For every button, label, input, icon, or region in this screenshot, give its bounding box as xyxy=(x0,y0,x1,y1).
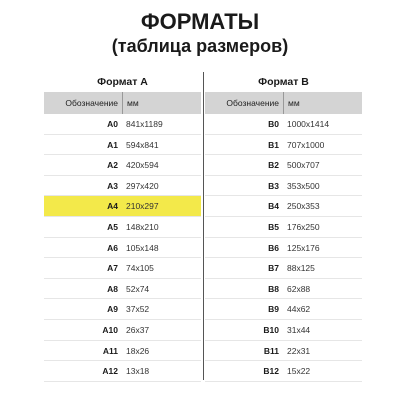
format-designation: B8 xyxy=(268,283,279,294)
format-a-table xyxy=(44,72,201,382)
format-designation: B11 xyxy=(263,345,279,356)
format-designation: A0 xyxy=(107,119,118,129)
format-size-mm: 31x44 xyxy=(287,324,311,335)
table-row xyxy=(44,114,201,135)
format-designation: A10 xyxy=(102,324,118,335)
format-size-mm: 13x18 xyxy=(126,366,150,377)
format-designation: B1 xyxy=(268,139,279,150)
format-tables xyxy=(44,72,359,382)
table-row xyxy=(44,341,201,362)
table-row xyxy=(44,258,201,279)
format-designation: B12 xyxy=(263,366,279,377)
format-size-mm: 62x88 xyxy=(287,283,311,294)
format-designation: A1 xyxy=(107,139,118,150)
table-row xyxy=(205,320,362,341)
format-b-header-row xyxy=(205,92,362,114)
table-row xyxy=(205,135,362,156)
format-size-mm: 18x26 xyxy=(126,345,150,356)
format-designation: A5 xyxy=(107,221,118,232)
table-row xyxy=(44,361,201,382)
column-header-designation: Обозначение xyxy=(65,98,118,108)
format-size-mm: 105x148 xyxy=(126,242,159,253)
format-designation: B10 xyxy=(263,324,279,335)
column-header-mm: мм xyxy=(122,92,201,114)
format-size-mm: 26x37 xyxy=(126,324,150,335)
format-designation: B4 xyxy=(268,201,279,212)
format-b-table xyxy=(205,72,362,382)
format-size-mm: 37x52 xyxy=(126,304,150,315)
format-size-mm: 88x125 xyxy=(287,263,315,274)
format-designation: B6 xyxy=(268,242,279,253)
format-designation: B2 xyxy=(268,160,279,171)
format-size-mm: 74x105 xyxy=(126,263,154,274)
format-a-header-row xyxy=(44,92,201,114)
table-row xyxy=(44,135,201,156)
format-size-mm: 500x707 xyxy=(287,160,320,171)
format-size-mm: 15x22 xyxy=(287,366,311,377)
table-divider xyxy=(203,72,204,380)
table-row xyxy=(44,155,201,176)
format-designation: A6 xyxy=(107,242,118,253)
format-size-mm: 44x62 xyxy=(287,304,311,315)
table-row xyxy=(205,155,362,176)
format-b-heading: Формат В xyxy=(258,76,309,88)
format-designation: B0 xyxy=(268,119,279,129)
table-row xyxy=(44,176,201,197)
table-row xyxy=(44,238,201,259)
format-size-mm: 353x500 xyxy=(287,180,320,191)
table-row xyxy=(205,114,362,135)
table-row xyxy=(205,361,362,382)
table-row xyxy=(205,238,362,259)
title-line-1: ФОРМАТЫ xyxy=(140,9,260,34)
format-size-mm: 176x250 xyxy=(287,221,320,232)
format-designation: B5 xyxy=(268,221,279,232)
table-row xyxy=(44,279,201,300)
format-designation: A11 xyxy=(102,345,118,356)
table-row xyxy=(205,299,362,320)
table-row xyxy=(205,196,362,217)
table-row xyxy=(205,341,362,362)
format-size-mm: 22x31 xyxy=(287,345,311,356)
format-designation: A12 xyxy=(102,366,118,377)
format-designation: A4 xyxy=(107,201,118,212)
format-designation: A3 xyxy=(107,180,118,191)
format-size-mm: 420x594 xyxy=(126,160,159,171)
table-row xyxy=(205,176,362,197)
format-size-mm: 841x1189 xyxy=(126,119,163,129)
format-designation: A8 xyxy=(107,283,118,294)
format-size-mm: 707x1000 xyxy=(287,139,325,150)
format-size-mm: 52x74 xyxy=(126,283,150,294)
format-size-mm: 125x176 xyxy=(287,242,320,253)
format-b-rows xyxy=(205,114,362,382)
table-row xyxy=(205,217,362,238)
format-size-mm: 250x353 xyxy=(287,201,320,212)
format-designation: B9 xyxy=(268,304,279,315)
title-line-2: (таблица размеров) xyxy=(111,36,289,56)
format-designation: B7 xyxy=(268,263,279,274)
format-size-mm: 1000x1414 xyxy=(287,119,330,129)
table-row xyxy=(44,217,201,238)
table-row xyxy=(44,196,201,217)
format-size-mm: 297x420 xyxy=(126,180,159,191)
table-row xyxy=(44,299,201,320)
column-header-designation: Обозначение xyxy=(226,98,279,108)
format-designation: A2 xyxy=(107,160,118,171)
column-header-mm: мм xyxy=(283,92,362,114)
table-row xyxy=(205,279,362,300)
format-a-rows xyxy=(44,114,201,382)
format-a-heading: Формат А xyxy=(97,76,148,88)
format-size-mm: 594x841 xyxy=(126,139,159,150)
format-size-mm: 148x210 xyxy=(126,221,159,232)
format-designation: A9 xyxy=(107,304,118,315)
table-row xyxy=(205,258,362,279)
format-designation: A7 xyxy=(107,263,118,274)
format-designation: B3 xyxy=(268,180,279,191)
page-title xyxy=(0,10,400,58)
table-row xyxy=(44,320,201,341)
format-size-mm: 210x297 xyxy=(126,201,159,212)
